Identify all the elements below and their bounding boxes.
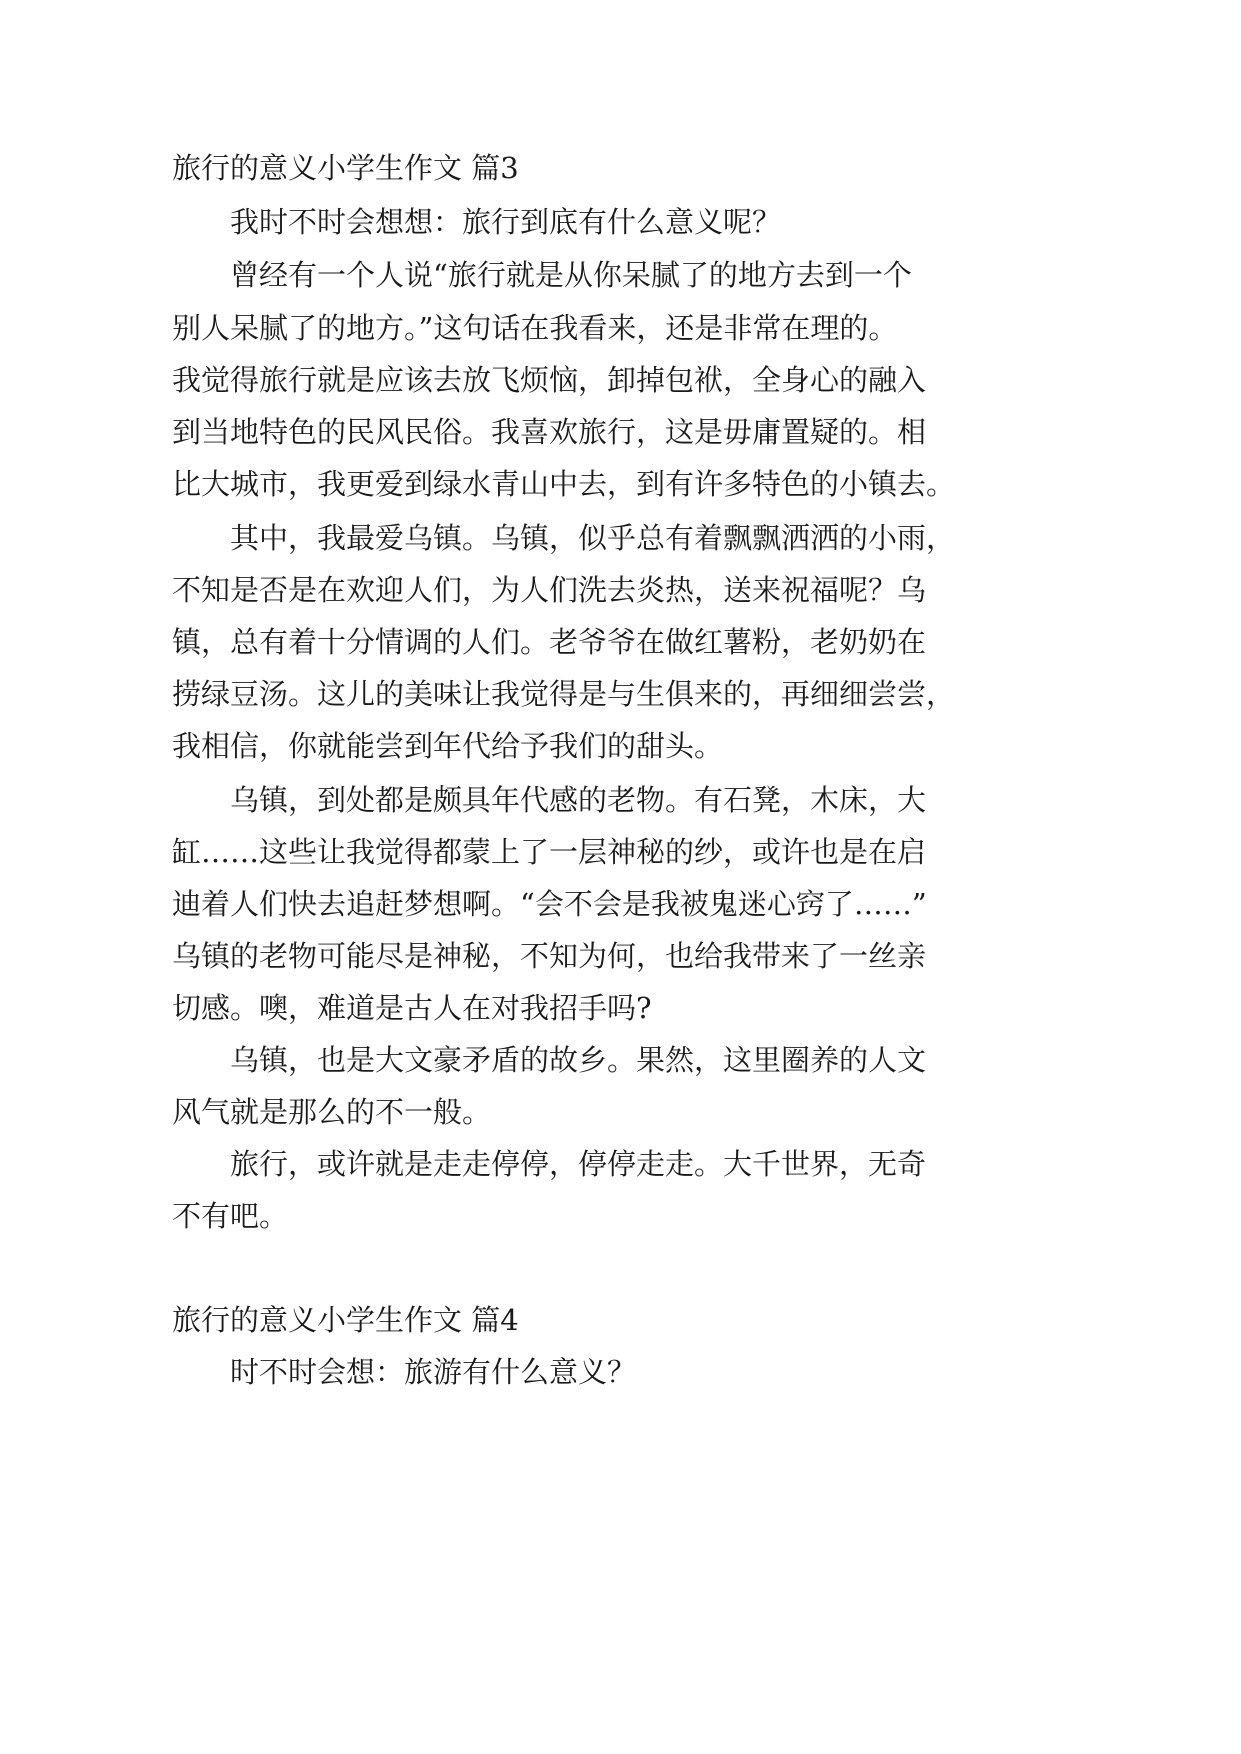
p4-line4: 乌镇的老物可能尽是神秘，不知为何，也给我带来了一丝亲 [172, 939, 927, 973]
p1-line1: 我时不时会想想：旅行到底有什么意义呢？ [230, 205, 782, 239]
p3-line2: 不知是否是在欢迎人们，为人们洗去炎热，送来祝福呢？乌 [172, 573, 927, 607]
p6-line2: 不有吧。 [172, 1199, 289, 1233]
p5-line1: 乌镇，也是大文豪矛盾的故乡。果然，这里圈养的人文 [230, 1043, 927, 1077]
section4-title: 旅行的意义小学生作文 篇4 [172, 1303, 519, 1337]
p2-line1: 曾经有一个人说“旅行就是从你呆腻了的地方去到一个 [230, 258, 912, 292]
p4-line3: 迪着人们快去追赶梦想啊。“会不会是我被鬼迷心窍了……” [172, 887, 927, 921]
p4-line2: 缸……这些让我觉得都蒙上了一层神秘的纱，或许也是在启 [172, 835, 927, 869]
s4-p1-line1: 时不时会想：旅游有什么意义？ [230, 1355, 637, 1389]
p4-line1: 乌镇，到处都是颇具年代感的老物。有石凳，木床，大 [230, 783, 927, 817]
p4-line5: 切感。噢，难道是古人在对我招手吗? [172, 991, 652, 1025]
p2-line4: 到当地特色的民风民俗。我喜欢旅行，这是毋庸置疑的。相 [172, 415, 927, 449]
p3-line4: 捞绿豆汤。这儿的美味让我觉得是与生俱来的，再细细尝尝， [172, 677, 956, 711]
p2-line5: 比大城市，我更爱到绿水青山中去，到有许多特色的小镇去。 [172, 467, 956, 501]
section3-title: 旅行的意义小学生作文 篇3 [172, 151, 519, 185]
p3-line5: 我相信，你就能尝到年代给予我们的甜头。 [172, 729, 724, 763]
p5-line2: 风气就是那么的不一般。 [172, 1095, 492, 1129]
p2-line3: 我觉得旅行就是应该去放飞烦恼，卸掉包袱，全身心的融入 [172, 363, 927, 397]
p3-line1: 其中，我最爱乌镇。乌镇，似乎总有着飘飘洒洒的小雨， [230, 521, 956, 555]
p2-line2: 别人呆腻了的地方。”这句话在我看来，还是非常在理的。 [172, 311, 898, 345]
p6-line1: 旅行，或许就是走走停停，停停走走。大千世界，无奇 [230, 1147, 927, 1181]
p3-line3: 镇，总有着十分情调的人们。老爷爷在做红薯粉，老奶奶在 [172, 625, 927, 659]
